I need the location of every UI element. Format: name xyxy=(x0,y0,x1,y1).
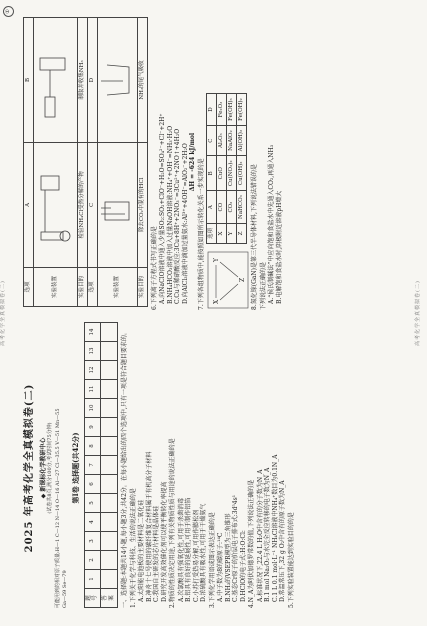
exp-purpose-d: NH₃的尾气吸收 xyxy=(137,18,147,143)
exp-header-cell: C xyxy=(87,142,97,267)
question-2: 2.物质的性质决定用途,下列有关物质性质与用途的说法正确的是 xyxy=(169,438,176,608)
q8-option-b: B.电解饱和食盐水时,阴极附近溶液pH增大 xyxy=(275,190,283,304)
answer-cell[interactable] xyxy=(101,532,118,551)
answer-cell[interactable] xyxy=(101,418,118,437)
answer-number-cell: 14 xyxy=(84,323,101,342)
q4-option-b: B.1 mol Na₂O₂与水完全反应转移的电子数为N_A xyxy=(264,467,271,602)
experiment-table-ab xyxy=(23,17,148,307)
q7-cell: NaHCO₃ xyxy=(237,191,247,224)
question-8-note: 下列说法正确的是 xyxy=(259,261,267,310)
exp-row-label: 实验目的 xyxy=(77,267,87,306)
answer-number-cell: 8 xyxy=(84,437,101,456)
question-5: 5.下列实验装置能达到实验目的的是 xyxy=(287,512,295,608)
q6-option-d: D.向AlCl₃溶液中滴加过量氨水:Al³⁺+4OH⁻=AlO₂⁻+2H₂O xyxy=(181,143,189,304)
exp-row-label: 实验装置 xyxy=(34,267,78,306)
question-4: 4.N_A为阿伏加德罗常数的值,下列说法正确的是 xyxy=(248,479,255,608)
q2-option-d: D.浓硫酸具有吸水性,可用于干燥氨气 xyxy=(200,503,207,602)
svg-text:X: X xyxy=(213,299,221,304)
svg-text:Y: Y xyxy=(213,258,221,262)
answer-cell[interactable] xyxy=(101,456,118,475)
q7-cell: X xyxy=(217,223,227,243)
q7-cell: Z xyxy=(237,223,247,243)
q7-header-cell: 选项 xyxy=(207,223,217,243)
q3-option-b: B.NH₃的VSEPR模型为三角锥形 xyxy=(224,513,232,602)
exp-apparatus-a xyxy=(34,142,78,267)
exp-apparatus-b xyxy=(34,18,78,143)
answer-number-cell: 13 xyxy=(84,342,101,361)
answer-cell[interactable] xyxy=(101,342,118,361)
q4-option-c: C.1 L 0.1 mol·L⁻¹ NH₄Cl溶液中NH₄⁺数目为0.1N_A xyxy=(271,454,279,602)
q7-cell: Al(OH)₃ xyxy=(237,125,247,156)
answer-number-cell: 2 xyxy=(84,551,101,570)
answer-cell[interactable] xyxy=(101,437,118,456)
exp-apparatus-c xyxy=(97,142,137,267)
answer-cell[interactable] xyxy=(101,323,118,342)
question-6: 6.下列离子方程式书写正确的是 xyxy=(150,226,158,310)
q3-option-a: A.中子数为8的碳原子:¹⁴C xyxy=(217,532,224,602)
q1-option-a: A.太阳能电池板的主要材料是二氧化硅 xyxy=(138,499,145,602)
flask-apparatus-icon xyxy=(35,160,73,250)
section-heading: 第Ⅰ卷 选择题(共42分) xyxy=(70,432,80,504)
question-3: 3.下列化学用语或图示表达正确的是 xyxy=(208,512,216,608)
q6-option-b: B.NH₄HCO₃溶液中加入过量NaOH溶液:NH₄⁺+OH⁻=NH₃·H₂O xyxy=(166,125,174,304)
answer-number-cell: 5 xyxy=(84,494,101,513)
q2-option-c: C.小苏打受热易分解,可用作膨松剂 xyxy=(192,509,200,602)
page-number-circle: ① xyxy=(3,6,14,17)
q7-header-cell: C xyxy=(207,125,217,156)
wash-bottle-icon xyxy=(99,160,133,250)
q7-table xyxy=(206,93,247,244)
answer-number-cell: 1 xyxy=(84,570,101,589)
exp-purpose-c: 除去CO₂中混有的HCl xyxy=(137,142,147,267)
answer-cell[interactable] xyxy=(101,380,118,399)
answer-number-cell: 12 xyxy=(84,361,101,380)
q6-option-c: C.Cu与稀硝酸反应:3Cu+8H⁺+2NO₃⁻=3Cu²⁺+2NO↑+4H₂O xyxy=(174,128,182,304)
q7-header-cell: A xyxy=(207,191,217,224)
left-column xyxy=(20,328,410,608)
answer-cell[interactable] xyxy=(101,475,118,494)
q7-row xyxy=(206,14,250,310)
answer-cell[interactable] xyxy=(101,551,118,570)
q7-header-cell: D xyxy=(207,94,217,126)
right-column xyxy=(20,14,410,310)
q2-option-a: A.次氯酸具有强氧化性,可用于杀菌消毒 xyxy=(177,497,185,602)
beaker-icon xyxy=(99,35,133,125)
exam-title: 2025 年高考化学全真模拟卷(二) xyxy=(24,383,35,553)
question-8: 8.氮化镓(GaN)是第三代半导体材料,下列说法错误的是 xyxy=(251,164,259,310)
exam-notice: (试卷共8页,满分100分,考试时间75分钟) xyxy=(47,422,53,514)
answer-number-cell: 10 xyxy=(84,399,101,418)
exp-purpose-b: 制取并收集NH₃ xyxy=(77,18,87,143)
bottom-binding-strip: 高考化学全真模拟卷(二) xyxy=(415,280,421,346)
answer-row-label: 答案 xyxy=(101,589,118,608)
gas-collection-icon xyxy=(35,35,73,125)
atomic-mass-line-1: 可能用到的相对原子质量:H—1 C—12 N—14 O—16 Al—27 Cl—35.5 V—51 Mn—55 xyxy=(55,408,62,608)
exp-header-cell: 选项 xyxy=(87,267,97,306)
exp-row-label: 实验装置 xyxy=(97,267,137,306)
answer-cell[interactable] xyxy=(101,361,118,380)
exp-purpose-a: 检验NH₄Cl受热分解的产物 xyxy=(77,142,87,267)
exp-header-cell: D xyxy=(87,18,97,143)
q7-cell: Fe(OH)₂ xyxy=(237,94,247,126)
q7-header-cell: B xyxy=(207,156,217,191)
exp-header-cell: 选项 xyxy=(24,267,34,306)
answer-cell[interactable] xyxy=(101,399,118,418)
q1-option-c: C.我国自主研发的芯片材料是晶体硅 xyxy=(153,505,160,602)
q3-option-c: C.基态Cr原子的价层电子排布式:3d⁵4s¹ xyxy=(232,494,239,602)
exp-apparatus-d xyxy=(97,18,137,143)
answer-number-cell: 11 xyxy=(84,380,101,399)
section-instruction: 一、选择题:本题共14小题,每小题3分,共42分。在每小题给出的四个选项中,只有一项是符合题目要求的。 xyxy=(121,329,128,608)
atomic-mass-line-2: Ga—59 Se—79 xyxy=(61,570,68,608)
transformation-diagram-icon xyxy=(206,250,250,310)
answer-table-number-row xyxy=(84,323,101,608)
q7-cell: Fe(OH)₃ xyxy=(227,94,237,126)
q3-option-d: D.HClO的电子式:H:O:Cl: xyxy=(239,530,247,602)
q7-cell: NaAlO₂ xyxy=(227,125,237,156)
q7-cell: CO xyxy=(217,191,227,224)
answer-number-cell: 6 xyxy=(84,475,101,494)
q7-cell: Cu(OH)₂ xyxy=(237,156,247,191)
answer-table xyxy=(84,322,119,608)
thermo-equation: ΔH = -624 kJ/mol xyxy=(189,132,197,192)
q4-option-a: A.标准状况下,22.4 L H₂O中含有的分子数为N_A xyxy=(256,469,264,602)
q4-option-d: D.常温常压下,32 g O₂中含有的原子数为N_A xyxy=(279,480,286,602)
answer-cell[interactable] xyxy=(101,570,118,589)
answer-number-cell: 3 xyxy=(84,532,101,551)
q1-option-b: B.神舟十七号使用的碳纤维复合材料属于有机高分子材料 xyxy=(145,451,153,602)
exp-header-cell: B xyxy=(24,18,34,143)
q7-cell: Cu(NO₃)₂ xyxy=(227,156,237,191)
exp-row-label: 实验目的 xyxy=(137,267,147,306)
answer-table-label: 题号 xyxy=(84,589,101,608)
q7-cell: Y xyxy=(227,223,237,243)
exp-header-cell: A xyxy=(24,142,34,267)
q1-option-d: D.研究开发高效催化剂可以使平衡转化率提高 xyxy=(160,481,168,602)
q7-cell: Al₂O₃ xyxy=(217,125,227,156)
question-1: 1.下列关于化学与科技、生活的说法正确的是 xyxy=(129,488,137,608)
answer-cell[interactable] xyxy=(101,494,118,513)
answer-number-cell: 9 xyxy=(84,418,101,437)
q8-option-a: A.“侯氏制碱法”中应向饱和食盐水中先通入CO₂,再通入NH₃ xyxy=(268,144,276,304)
q6-option-a: A.向NaClO溶液中通入少量SO₂:SO₂+ClO⁻+H₂O=SO₄²⁻+Cl⁻+2H⁺ xyxy=(159,113,167,304)
question-7: 7.下列各组物质中,能按照如图所示转化关系一步实现的是 xyxy=(197,158,205,310)
answer-number-cell: 7 xyxy=(84,456,101,475)
q2-option-b: B.铝具有良好的延展性,可用于制作铝箔 xyxy=(185,497,192,602)
exam-org: ◆ 新课标化学教研中心 xyxy=(39,437,47,499)
q7-cell: Fe₂O₃ xyxy=(217,94,227,126)
top-binding-strip: 高考化学全真模拟卷(二) xyxy=(0,280,6,346)
answer-cell[interactable] xyxy=(101,513,118,532)
answer-table-answer-row xyxy=(101,323,118,608)
svg-text:Z: Z xyxy=(239,277,247,282)
q7-cell: CuO xyxy=(217,156,227,191)
q7-cell: CO₂ xyxy=(227,191,237,224)
answer-number-cell: 4 xyxy=(84,513,101,532)
